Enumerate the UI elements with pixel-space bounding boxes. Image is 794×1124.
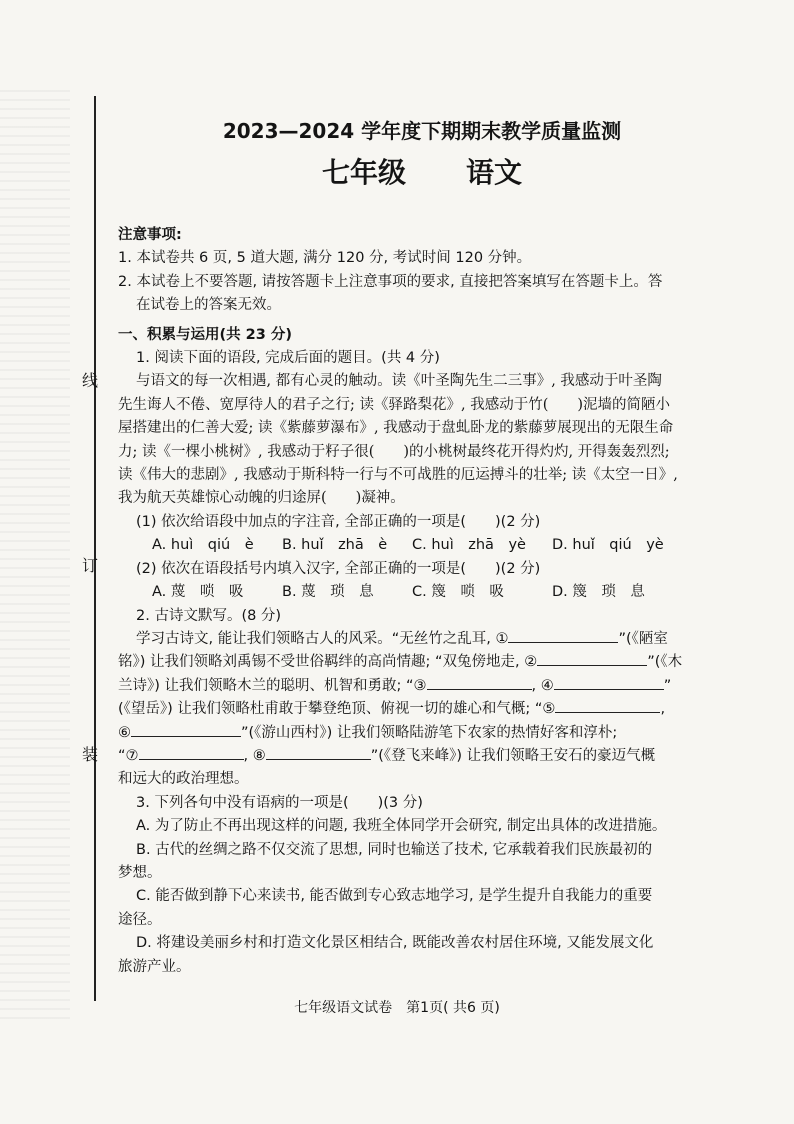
grade-label: 七年级	[321, 156, 406, 189]
answer-blank-6	[131, 722, 241, 737]
notice-item-2: 2. 本试卷上不要答题, 请按答题卡上注意事项的要求, 直接把答案填写在答题卡上。答	[118, 273, 663, 290]
q1-passage-line: 屋搭建出的仁善大爱; 读《紫藤萝瀑布》, 我感动于盘虬卧龙的紫藤萝展现出的无限生命	[118, 420, 674, 437]
answer-blank-4	[554, 675, 664, 690]
q2-text: “⑦	[118, 747, 139, 764]
q2-stem: 2. 古诗文默写。(8 分)	[136, 607, 282, 624]
section-1-heading: 一、积累与运用(共 23 分)	[118, 326, 293, 343]
binding-label-ding: 订	[81, 556, 98, 575]
option-b: B. huǐ zhā è	[282, 537, 388, 554]
q2-line	[118, 745, 726, 768]
q3-option-b: B. 古代的丝绸之路不仅交流了思想, 同时也输送了技术, 它承载着我们民族最初的	[136, 841, 653, 858]
q1-sub1-options	[118, 534, 726, 557]
q1-stem: 1. 阅读下面的语段, 完成后面的题目。(共 4 分)	[136, 350, 440, 367]
option-a: A. 蔑 唢 吸	[152, 584, 244, 601]
q2-text: 铭》) 让我们领略刘禹锡不受世俗羁绊的高尚情趣; “双兔傍地走, ②	[118, 654, 538, 671]
q1-passage-line: 先生诲人不倦、宽厚待人的君子之行; 读《驿路梨花》, 我感动于竹( )泥墙的简陋小	[118, 396, 671, 413]
notice-item-1: 1. 本试卷共 6 页, 5 道大题, 满分 120 分, 考试时间 120 分钟。	[118, 250, 532, 267]
q2-text: ”(《木	[647, 654, 683, 671]
q3-option-c: C. 能否做到静下心来读书, 能否做到专心致志地学习, 是学生提升自我能力的重要	[136, 888, 653, 905]
answer-blank-2	[537, 651, 647, 666]
q2-line	[118, 722, 726, 745]
q2-line	[118, 698, 726, 721]
binding-label-xian: 线	[81, 371, 98, 390]
answer-blank-3	[427, 675, 532, 690]
q1-passage-line: 力; 读《一棵小桃树》, 我感动于籽子很( )的小桃树最终花开得灼灼, 开得轰轰烈烈;	[118, 443, 670, 460]
q2-text: 兰诗》) 让我们领略木兰的聪明、机智和勇敢; “③	[118, 677, 427, 694]
binding-line	[94, 96, 96, 1001]
exam-title: 2023—2024 学年度下期期末教学质量监测	[222, 119, 622, 143]
binding-label-zhuang: 装	[81, 745, 98, 764]
q2-text: ”(《游山西村》) 让我们领略陆游笔下农家的热情好客和淳朴;	[241, 724, 618, 741]
q3-option-b-cont: 梦想。	[118, 864, 162, 881]
option-a: A. huì qiú è	[152, 537, 254, 554]
q3-option-d: D. 将建设美丽乡村和打造文化景区相结合, 既能改善农村居住环境, 又能发展文化	[136, 935, 654, 952]
q2-text: ”(《登飞来峰》) 让我们领略王安石的豪迈气概	[370, 747, 656, 764]
q2-text: ”(《陋室	[618, 630, 668, 647]
q2-text: (《望岳》) 让我们领略杜甫敢于攀登绝顶、俯视一切的雄心和气概; “⑤	[118, 701, 556, 718]
q2-line	[118, 651, 726, 674]
answer-blank-5	[555, 698, 660, 713]
q1-sub2: (2) 依次在语段括号内填入汉字, 全部正确的一项是( )(2 分)	[136, 560, 541, 577]
q2-text: , ⑧	[243, 747, 266, 764]
option-d: D. huǐ qiú yè	[552, 537, 664, 554]
q1-passage-line: 读《伟大的悲剧》, 我感动于斯科特一行与不可战胜的厄运搏斗的壮举; 读《太空一日》,	[118, 467, 678, 484]
q3-option-c-cont: 途径。	[118, 911, 162, 928]
answer-blank-1	[508, 628, 618, 643]
option-d: D. 篾 琐 息	[552, 584, 645, 601]
subject-label: 语文	[466, 156, 523, 189]
page-footer: 七年级语文试卷 第1页( 共6 页)	[294, 1000, 500, 1016]
q3-option-d-cont: 旅游产业。	[118, 958, 191, 975]
q2-line	[118, 628, 726, 651]
q2-text: 学习古诗文, 能让我们领略古人的风采。“无丝竹之乱耳, ①	[136, 630, 509, 647]
q2-text: ”	[663, 677, 672, 694]
exam-subtitle	[118, 150, 726, 196]
q1-sub1: (1) 依次给语段中加点的字注音, 全部正确的一项是( )(2 分)	[136, 513, 541, 530]
option-c: C. 篾 唢 吸	[412, 584, 504, 601]
q1-passage-line: 我为航天英雄惊心动魄的归途屏( )凝神。	[118, 490, 405, 507]
exam-content	[118, 116, 726, 979]
q2-line: 和远大的政治理想。	[118, 771, 249, 788]
q2-text: ,	[660, 701, 666, 718]
q2-line	[118, 675, 726, 698]
q3-stem: 3. 下列各句中没有语病的一项是( )(3 分)	[136, 794, 423, 811]
q2-text: ⑥	[118, 724, 131, 741]
answer-blank-7	[139, 745, 244, 760]
bleed-through-shadow	[0, 90, 70, 1020]
q2-text: , ④	[531, 677, 554, 694]
answer-blank-8	[266, 745, 371, 760]
q3-option-a: A. 为了防止不再出现这样的问题, 我班全体同学开会研究, 制定出具体的改进措施。	[136, 818, 667, 835]
option-b: B. 蔑 琐 息	[282, 584, 374, 601]
q1-sub2-options	[118, 581, 726, 604]
option-c: C. huì zhā yè	[412, 537, 526, 554]
notice-heading: 注意事项:	[118, 227, 182, 243]
notice-item-2-cont: 在试卷上的答案无效。	[136, 297, 281, 314]
q1-passage-line: 与语文的每一次相遇, 都有心灵的触动。读《叶圣陶先生二三事》, 我感动于叶圣陶	[136, 373, 662, 390]
